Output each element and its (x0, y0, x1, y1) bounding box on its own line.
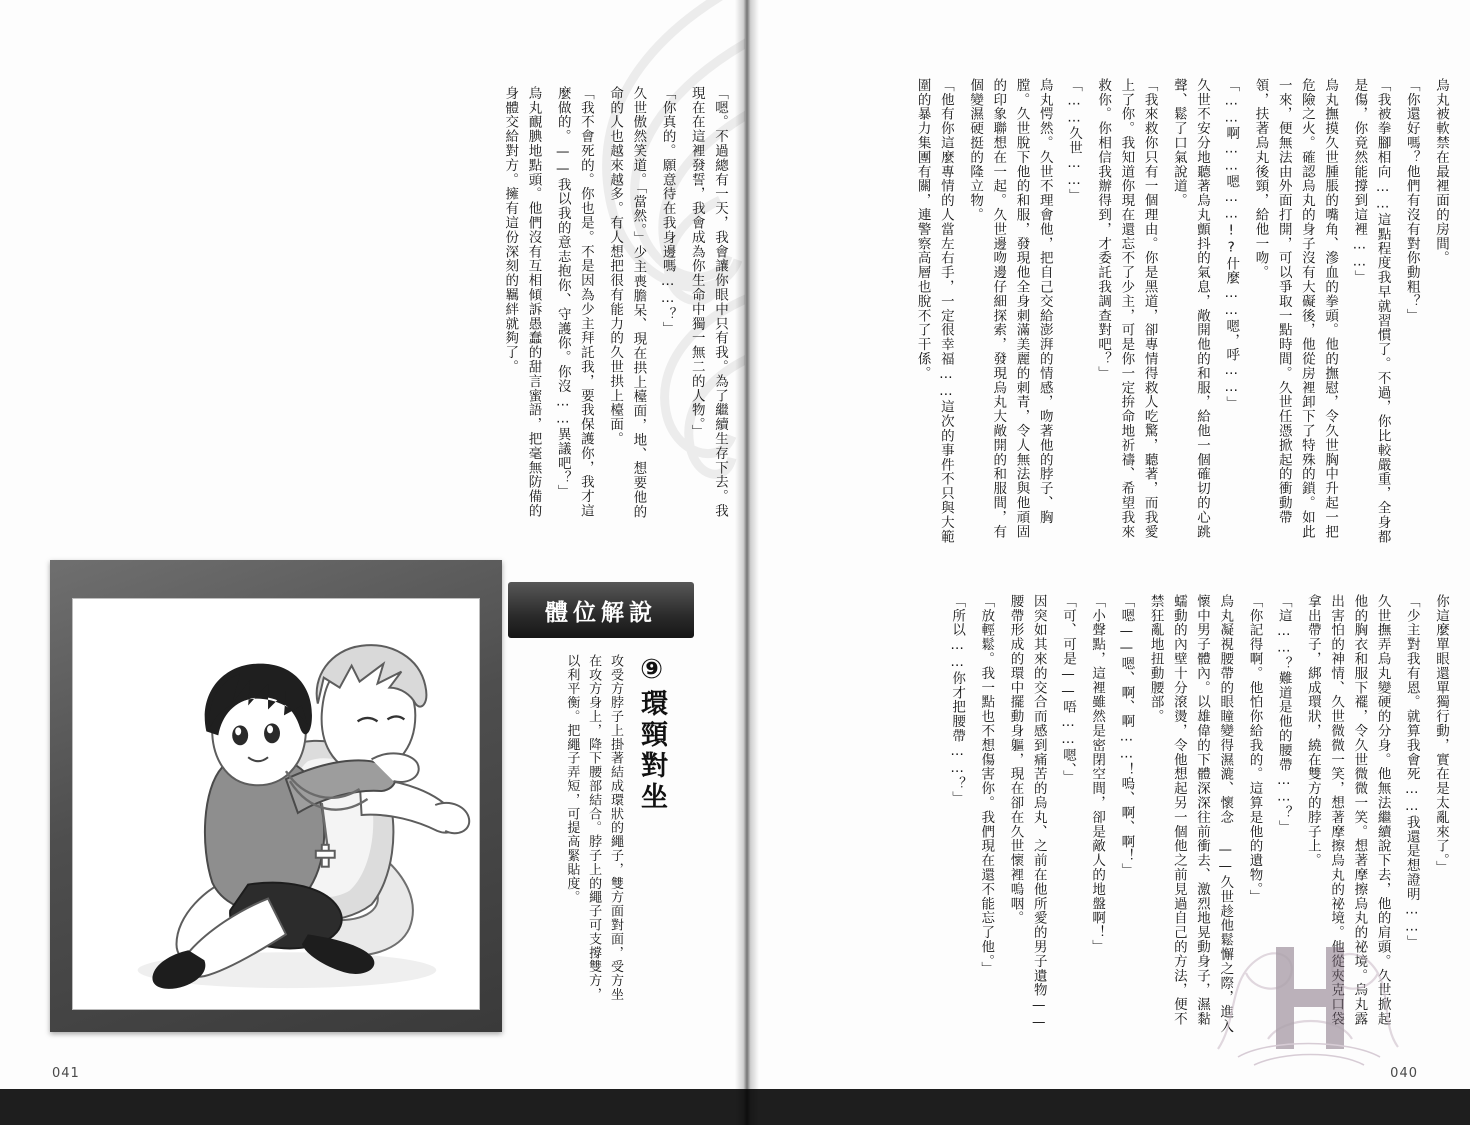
text-column: 「少主對我有恩。就算我會死……我還是想證明……」 (1403, 594, 1420, 950)
text-column: 烏丸被軟禁在最裡面的房間。 (1433, 78, 1449, 266)
text-column: 「你真的。願意待在我身邊嗎……？」 (659, 86, 676, 336)
position-explanation-panel (508, 582, 704, 1034)
text-column: 烏丸撫摸久世腫脹的嘴角、滲血的拳頭。他的撫慰，令久世胸中升起一把危險之火。確認烏丸的身子沒有大礙後，他從房裡卸下了特殊的鎖。如此一來，便無法由外面打開，可以爭取一點時間。久世任憑掀起的衝動帶領，扶著烏丸後頸，給他一吻。 (1252, 78, 1339, 539)
text-column: 「這……？難道是他的腰帶……？」 (1275, 594, 1292, 835)
text-column: 久世傲然笑道。「當然。」少主喪膽呆、現在拱上檯面，地、想要他的命的人也越來越多。有人想把很有能力的久世拱上檯面。 (607, 86, 647, 519)
text-column: 烏丸愕然。久世不理會他，把自己交給澎湃的情感，吻著他的脖子、胸膛。久世脫下他的和服，發現他全身刺滿美麗的刺青，令人無法與他頑固的印象聯想在一起。久世邊吻邊仔細探索，發現烏丸大敞開的和服間，有個變濕硬挺的隆立物。 (967, 78, 1053, 539)
right-page-text-block-top (762, 78, 1452, 548)
right-page-number: 040 (1390, 1066, 1418, 1081)
text-column: 久世撫弄烏丸變硬的分身。他無法繼續說下去，他的肩頭。久世掀起他的胸衣和服下襬，令久世微微一笑。想著摩擦烏丸的祕境。烏丸露出害怕的神情、久世微微一笑，想著摩擦烏丸的祕境。他從夾克口袋拿出帶子，綁成環狀，繞在雙方的脖子上。 (1304, 594, 1391, 1026)
left-page-text-block (301, 86, 731, 526)
right-page-text-block-bottom (762, 594, 1452, 1034)
illustration-image (72, 598, 480, 1010)
right-footer-bar (745, 1089, 1470, 1125)
illustration-frame (50, 560, 502, 1032)
text-column: 「他有你這麼專情的人當左右手，一定很幸福……這次的事件不只與大範圍的暴力集團有關，連警察高層也脫不了干係。 (914, 78, 954, 544)
panel-header-label: 體位解說 (508, 582, 694, 638)
position-number: ⑨ (636, 654, 667, 689)
description-text: 攻受方脖子上掛著結成環狀的繩子，雙方面對面，受方坐在攻方身上，降下腰部結合。脖子上的繩子可支撐雙方，以利平衡。把繩子弄短，可提高緊貼度。 (564, 654, 623, 1002)
text-column: 「我被拳腳相向……這點程度我早就習慣了。不過，你比較嚴重，全身都是傷，你竟然能撐到這裡……」 (1351, 78, 1391, 544)
text-column: 「……啊……嗯……!?什麼……嗯，呼……」 (1223, 78, 1240, 411)
text-column: 烏丸凝視腰帶的眼瞳變得濕漉、懷念 ——久世趁他鬆懈之際，進入懷中男子體內。以雄偉的下體深深往前衝去、激烈地晃動身子，濕黏蠕動的內壁十分滾燙，令他想起另一個他之前見過自己的方法，便不禁狂亂地扭動腰部。 (1147, 594, 1234, 1034)
text-column: 「我不會死的。你也是。不是因為少主拜託我，要我保護你，我才這麼做的。——我以我的意志抱你、守護你。你沒……異議吧？」 (554, 86, 594, 518)
text-column: 烏丸靦腆地點頭。他們沒有互相傾訴愚蠢的甜言蜜語，把毫無防備的身體交給對方。擁有這份深刻的羈絆就夠了。 (502, 86, 542, 518)
text-column: 「嗯——嗯、啊、啊……！嗚、啊、啊！」 (1118, 594, 1135, 878)
left-page-number: 041 (52, 1066, 80, 1081)
text-column: 「你還好嗎？他們有沒有對你動粗？」 (1403, 78, 1420, 323)
text-column: 「嗯。不過總有一天，我會讓你眼中只有我。為了繼續生存下去。我現在在這裡發誓，我會成為你生命中獨一無二的人物。」 (688, 86, 728, 518)
position-description (508, 654, 626, 1014)
text-column: 「你記得啊。他怕你給我的。這算是他的遺物。」 (1246, 594, 1263, 905)
position-name: 環頸對坐 (636, 689, 667, 813)
text-column: 「放輕鬆。我一點也不想傷害你。我們現在還不能忘了他。」 (978, 594, 995, 977)
text-column: 久世不安分地聽著烏丸顫抖的氣息，敞開他的和服，給他一個確切的心跳聲、鬆了口氣說道。 (1170, 78, 1211, 539)
text-column: 「可、可是——唔……嗯、」 (1059, 594, 1076, 785)
left-footer-bar (0, 1089, 745, 1125)
right-page (745, 0, 1470, 1125)
text-column: 「小聲點，這裡雖然是密閉空間，卻是敵人的地盤啊！」 (1089, 594, 1106, 954)
text-column: 「我來救你只有一個理由。你是黑道，卻專情得救人吃驚，聽著，而我愛上了你。我知道你現在還忘不了少主，可是你一定拚命地祈禱、希望我來救你。你相信我辦得到，才委託我調查對吧？」 (1095, 78, 1158, 539)
position-title (632, 654, 671, 954)
text-column: 因突如其來的交合而感到痛苦的烏丸、之前在他所愛的男子遺物——腰帶形成的環中擺動身軀，現在卻在久世懷裡嗚咽。 (1007, 594, 1047, 1031)
text-column: 「所以……你才把腰帶……？」 (949, 594, 966, 806)
text-column: 你這麼單眼還單獨行動，實在是太亂來了。」 (1433, 594, 1449, 876)
couple-embrace-illustration (73, 599, 479, 1009)
text-column: 「……久世……」 (1065, 78, 1082, 204)
